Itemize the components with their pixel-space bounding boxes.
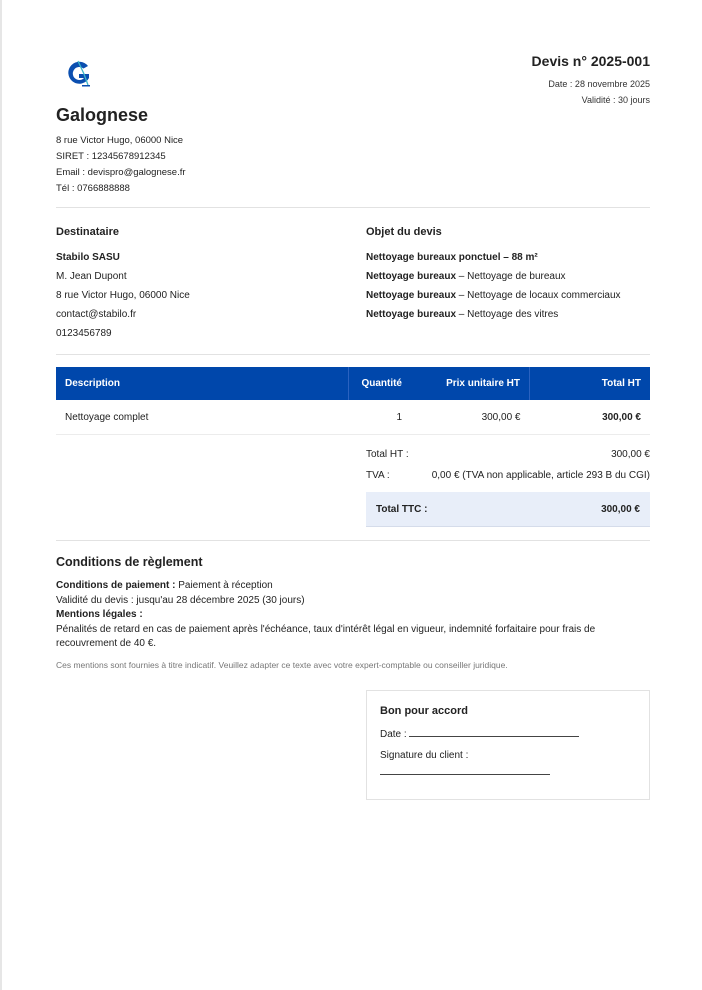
approval-date-field: Date : xyxy=(380,727,636,740)
total-ht-value: 300,00 € xyxy=(611,449,650,460)
company-phone: Tél : 0766888888 xyxy=(56,183,130,194)
subject-title: Nettoyage bureaux ponctuel – 88 m² xyxy=(366,252,538,263)
payment-conditions xyxy=(56,555,650,670)
quote-date: Date : 28 novembre 2025 xyxy=(548,79,650,89)
company-info xyxy=(56,133,186,197)
quote-validity: Validité : 30 jours xyxy=(581,95,650,105)
quote-title: Devis n° 2025-001 xyxy=(531,53,650,69)
cell-quantity: 1 xyxy=(349,400,412,435)
subject-item: Nettoyage bureaux – Nettoyage de locaux commerciaux xyxy=(366,290,621,301)
disclaimer: Ces mentions sont fournies à titre indicatif. Veuillez adapter ce texte avec votre expert-comptable ou conseiller juridique. xyxy=(56,659,508,670)
divider xyxy=(56,207,650,208)
cell-description: Nettoyage complet xyxy=(56,400,349,435)
column-header-quantity: Quantité xyxy=(349,367,412,400)
table-row xyxy=(56,400,650,435)
totals-block xyxy=(366,444,650,527)
cell-total: 300,00 € xyxy=(530,400,651,435)
approval-box xyxy=(366,690,650,800)
total-ttc-label: Total TTC : xyxy=(376,503,428,515)
tva-value: 0,00 € (TVA non applicable, article 293 B du CGI) xyxy=(431,470,650,481)
subject-block xyxy=(366,226,621,324)
divider xyxy=(56,354,650,355)
conditions-heading: Conditions de règlement xyxy=(56,555,203,569)
tva-row xyxy=(366,465,650,486)
recipient-block xyxy=(56,226,190,343)
legal-mentions-label: Mentions légales : xyxy=(56,609,143,620)
company-address: 8 rue Victor Hugo, 06000 Nice xyxy=(56,135,184,146)
company-email: Email : devispro@galognese.fr xyxy=(56,167,186,178)
date-blank-line xyxy=(409,727,579,737)
company-name: Galognese xyxy=(56,105,149,125)
quote-validity-terms: Validité du devis : jusqu'au 28 décembre 2025 (30 jours) xyxy=(56,594,305,606)
cell-unit-price: 300,00 € xyxy=(411,400,530,435)
subject-item: Nettoyage bureaux – Nettoyage de bureaux xyxy=(366,271,566,282)
divider xyxy=(56,540,650,541)
recipient-contact: M. Jean Dupont xyxy=(56,271,127,282)
recipient-address: 8 rue Victor Hugo, 06000 Nice xyxy=(56,290,190,301)
signature-blank-line xyxy=(380,765,550,775)
total-ttc-value: 300,00 € xyxy=(601,503,640,515)
column-header-total: Total HT xyxy=(530,367,651,400)
legal-mentions-text: Pénalités de retard en cas de paiement après l'échéance, taux d'intérêt légal en vigueur, indemnité forfaitaire pour frais de recouvrement de 40 €. xyxy=(56,623,596,649)
column-header-description: Description xyxy=(56,367,349,400)
recipient-phone: 0123456789 xyxy=(56,328,112,339)
approval-heading: Bon pour accord xyxy=(380,705,469,717)
quote-header xyxy=(532,53,650,108)
column-header-unit-price: Prix unitaire HT xyxy=(411,367,530,400)
total-ttc-row xyxy=(366,492,650,527)
company-logo-icon xyxy=(64,58,94,90)
signature-label: Signature du client : xyxy=(380,750,469,761)
recipient-company: Stabilo SASU xyxy=(56,252,120,263)
payment-terms: Conditions de paiement : Paiement à réception xyxy=(56,580,273,591)
subject-heading: Objet du devis xyxy=(366,226,442,238)
company-siret: SIRET : 12345678912345 xyxy=(56,151,166,162)
line-items-table xyxy=(56,367,650,435)
recipient-heading: Destinataire xyxy=(56,226,119,238)
page-edge xyxy=(0,0,2,990)
tva-label: TVA : xyxy=(366,470,390,481)
recipient-email: contact@stabilo.fr xyxy=(56,309,137,320)
total-ht-label: Total HT : xyxy=(366,449,409,460)
subject-item: Nettoyage bureaux – Nettoyage des vitres xyxy=(366,309,559,320)
total-ht-row xyxy=(366,444,650,465)
